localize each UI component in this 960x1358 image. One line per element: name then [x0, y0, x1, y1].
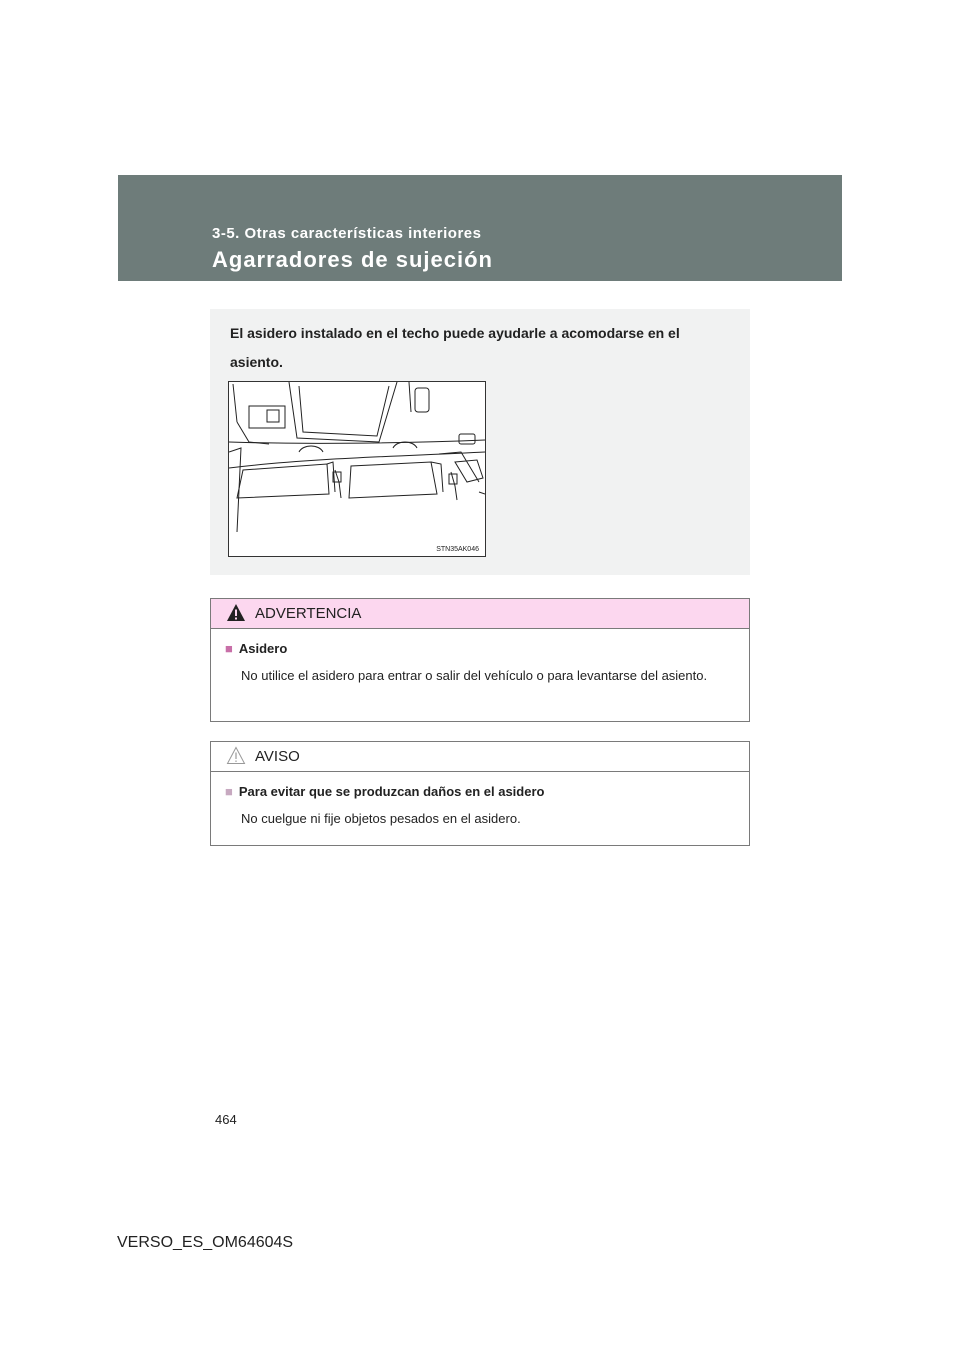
figure-illustration: [228, 381, 486, 557]
warning-item-title: [225, 641, 287, 656]
warning-item-body: No utilice el asidero para entrar o salir del vehículo o para levantarse del asiento.: [241, 668, 708, 683]
section-label: 3-5. Otras características interiores: [212, 225, 482, 242]
warning-label: ADVERTENCIA: [255, 605, 362, 622]
caution-triangle-outline-icon: [226, 746, 246, 765]
warning-box: [210, 598, 750, 722]
figure-code: STN35AK046: [436, 546, 479, 553]
page-number: 464: [215, 1112, 237, 1127]
notice-label: AVISO: [255, 748, 300, 765]
notice-header: [211, 742, 749, 772]
notice-item-body: No cuelgue ni fije objetos pesados en el asidero.: [241, 811, 521, 826]
notice-item-title-text: Para evitar que se produzcan daños en el asidero: [238, 784, 545, 799]
header-band: [118, 175, 842, 281]
bullet-square-icon: ■: [225, 784, 233, 799]
warning-triangle-icon: [226, 603, 246, 622]
notice-item-title: [225, 784, 544, 799]
bullet-square-icon: ■: [225, 641, 233, 656]
page-title: Agarradores de sujeción: [212, 247, 493, 272]
intro-box: [210, 309, 750, 575]
notice-box: [210, 741, 750, 846]
warning-header: [211, 599, 749, 629]
intro-text: El asidero instalado en el techo puede ayudarle a acomodarse en el asiento.: [230, 325, 680, 370]
warning-item-title-text: Asidero: [238, 641, 288, 656]
document-code: VERSO_ES_OM64604S: [117, 1234, 294, 1251]
vehicle-interior-illustration: [229, 382, 485, 556]
